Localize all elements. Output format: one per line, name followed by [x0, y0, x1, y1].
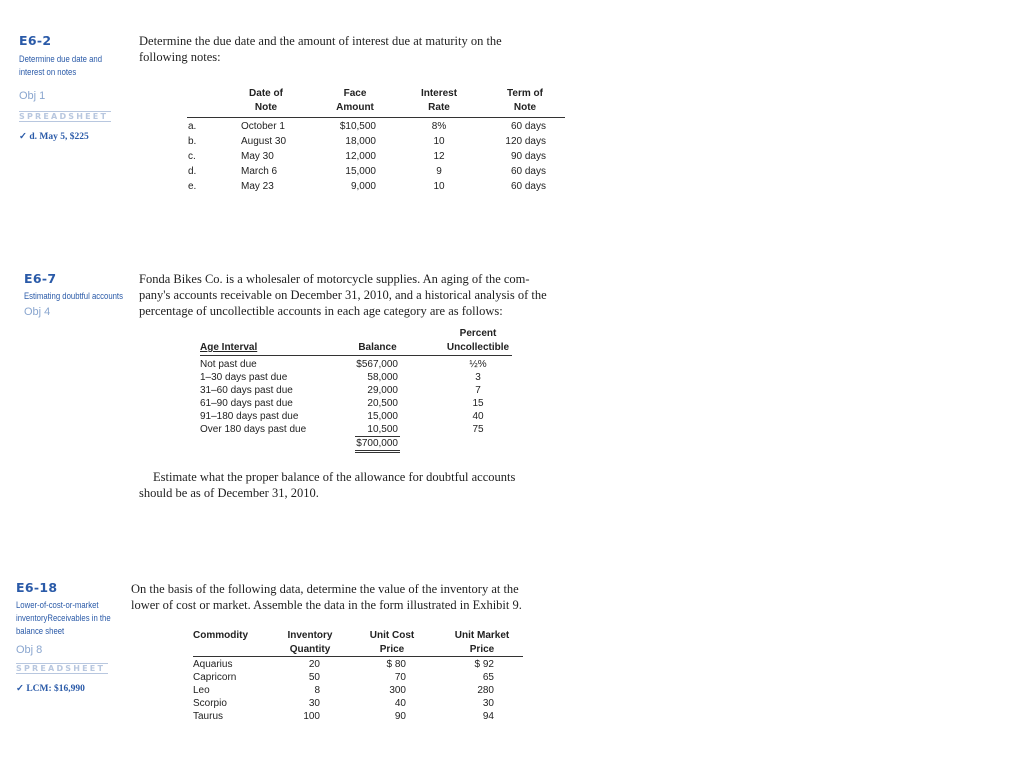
cell-commodity: Aquarius [193, 659, 233, 670]
text-line: percentage of uncollectible accounts in each age category are as follows: [139, 304, 503, 318]
header-line: Date of [249, 88, 283, 99]
cell-balance: $567,000 [356, 359, 398, 370]
cell-face: 15,000 [345, 166, 376, 177]
cell-face: $10,500 [339, 121, 376, 132]
text-line: Fonda Bikes Co. is a wholesaler of motorcycle supplies. An aging of the com- [139, 272, 530, 286]
col-header-rate [399, 87, 479, 115]
cell-unit-market: 65 [482, 672, 494, 683]
header-line: Term of [507, 88, 543, 99]
exercise-id: E6-7 [24, 271, 57, 286]
cell-term: 60 days [510, 181, 546, 192]
cell-commodity: Leo [193, 685, 210, 696]
exercise-text [131, 581, 522, 613]
cell-unit-cost: 40 [394, 698, 406, 709]
topic-line: balance sheet [16, 626, 65, 636]
cell-percent: 3 [475, 372, 481, 383]
cell-age: Not past due [200, 359, 257, 370]
header-line: Price [469, 644, 495, 655]
cell-balance: 15,000 [367, 411, 398, 422]
col-header-face [315, 87, 395, 115]
row-label: a. [188, 121, 197, 132]
objective-label: Obj 4 [24, 306, 51, 318]
col-header-age: Age Interval [200, 342, 258, 353]
answer-check: ✓ d. May 5, $225 [19, 132, 89, 142]
cell-unit-market: 280 [477, 685, 494, 696]
header-line: Percent [459, 328, 497, 339]
cell-quantity: 8 [314, 685, 320, 696]
header-rule [187, 117, 565, 118]
text-line: On the basis of the following data, determine the value of the inventory at the [131, 582, 519, 596]
cell-balance: 10,500 [367, 424, 398, 435]
cell-commodity: Capricorn [193, 672, 237, 683]
objective-label: Obj 8 [16, 644, 43, 656]
topic-line: inventoryReceivables in the [16, 613, 111, 623]
cell-balance: 20,500 [367, 398, 398, 409]
row-label: b. [188, 136, 197, 147]
header-line: Face [343, 88, 367, 99]
cell-percent: 40 [472, 411, 484, 422]
topic-line: interest on notes [19, 67, 77, 77]
cell-age: 61–90 days past due [200, 398, 293, 409]
cell-unit-cost: 300 [389, 685, 406, 696]
cell-age: 1–30 days past due [200, 372, 288, 383]
cell-term: 60 days [510, 121, 546, 132]
cell-commodity: Taurus [193, 711, 224, 722]
topic-line: Lower-of-cost-or-market [16, 600, 99, 610]
col-header-commodity: Commodity [193, 630, 248, 641]
cell-quantity: 50 [308, 672, 320, 683]
col-header-percent [436, 327, 520, 355]
cell-unit-market: $ 92 [474, 659, 494, 670]
header-line: Inventory [287, 630, 333, 641]
row-label: e. [188, 181, 197, 192]
cell-face: 18,000 [345, 136, 376, 147]
row-label: d. [188, 166, 197, 177]
header-line: Uncollectible [446, 342, 510, 353]
text-line: Determine the due date and the amount of interest due at maturity on the [139, 34, 502, 48]
header-line: Rate [428, 102, 450, 113]
exercise-topic [16, 599, 111, 638]
cell-unit-cost: 90 [394, 711, 406, 722]
header-rule [193, 656, 523, 657]
text-line: pany's accounts receivable on December 31, 2010, and a historical analysis of the [139, 288, 547, 302]
header-line: Note [513, 102, 537, 113]
spreadsheet-badge: SPREADSHEET [19, 111, 111, 122]
cell-rate: 12 [433, 151, 445, 162]
header-line: Note [254, 102, 278, 113]
col-header-quantity [275, 629, 345, 657]
cell-rate: 9 [436, 166, 442, 177]
total-double-rule [355, 450, 400, 451]
exercise-topic: Estimating doubtful accounts [24, 291, 123, 301]
total-balance: $700,000 [356, 438, 398, 449]
cell-commodity: Scorpio [193, 698, 227, 709]
cell-age: Over 180 days past due [200, 424, 307, 435]
exercise-id: E6-2 [19, 33, 52, 48]
exercise-text [139, 271, 547, 319]
objective-label: Obj 1 [19, 90, 46, 102]
cell-age: 31–60 days past due [200, 385, 293, 396]
cell-percent: 7 [475, 385, 481, 396]
exercise-id: E6-18 [16, 580, 58, 595]
cell-date: October 1 [241, 121, 285, 132]
cell-face: 12,000 [345, 151, 376, 162]
cell-unit-market: 30 [482, 698, 494, 709]
cell-unit-market: 94 [482, 711, 494, 722]
cell-term: 120 days [505, 136, 546, 147]
cell-unit-cost: $ 80 [386, 659, 406, 670]
exercise-topic [19, 53, 102, 79]
text-line: should be as of December 31, 2010. [139, 486, 319, 500]
cell-date: August 30 [241, 136, 287, 147]
cell-date: May 30 [241, 151, 274, 162]
cell-rate: 10 [433, 181, 445, 192]
text-line: lower of cost or market. Assemble the data in the form illustrated in Exhibit 9. [131, 598, 522, 612]
col-header-unit-market [438, 629, 526, 657]
cell-date: May 23 [241, 181, 274, 192]
header-line: Price [379, 644, 405, 655]
col-header-term [485, 87, 565, 115]
cell-balance: 29,000 [367, 385, 398, 396]
header-line: Quantity [289, 644, 331, 655]
text-line: Estimate what the proper balance of the allowance for doubtful accounts [153, 470, 516, 484]
cell-percent: ½% [469, 359, 487, 370]
total-double-rule [355, 452, 400, 453]
col-header-balance: Balance [358, 342, 397, 353]
cell-term: 90 days [510, 151, 546, 162]
header-line: Unit Market [454, 630, 510, 641]
cell-rate: 10 [433, 136, 445, 147]
cell-term: 60 days [510, 166, 546, 177]
header-rule [200, 355, 512, 356]
cell-age: 91–180 days past due [200, 411, 299, 422]
cell-quantity: 20 [308, 659, 320, 670]
answer-check: ✓ LCM: $16,990 [16, 684, 85, 694]
col-header-unit-cost [357, 629, 427, 657]
cell-balance: 58,000 [367, 372, 398, 383]
row-label: c. [188, 151, 196, 162]
cell-rate: 8% [431, 121, 447, 132]
spreadsheet-badge: SPREADSHEET [16, 663, 108, 674]
cell-percent: 75 [472, 424, 484, 435]
header-line: Amount [336, 102, 374, 113]
topic-line: Determine due date and [19, 54, 103, 64]
text-line: following notes: [139, 50, 221, 64]
header-line: Interest [420, 88, 458, 99]
col-header-date [226, 87, 306, 115]
header-line: Unit Cost [369, 630, 415, 641]
cell-unit-cost: 70 [394, 672, 406, 683]
cell-quantity: 100 [303, 711, 320, 722]
cell-quantity: 30 [308, 698, 320, 709]
cell-face: 9,000 [350, 181, 376, 192]
cell-date: March 6 [241, 166, 278, 177]
exercise-text [139, 33, 502, 65]
subtotal-rule [355, 436, 400, 437]
exercise-question [139, 469, 515, 501]
cell-percent: 15 [472, 398, 484, 409]
